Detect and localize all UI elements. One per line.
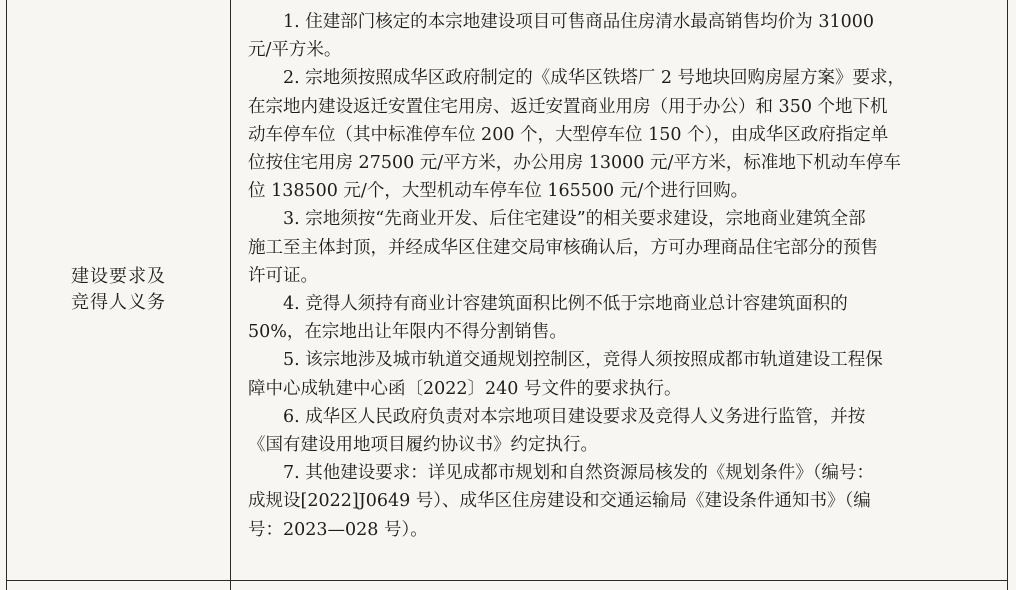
requirement-item-2: [248, 64, 998, 205]
row-label-line-2: 竞得人义务: [71, 292, 166, 313]
requirement-line: 动车停车位（其中标准停车位 200 个，大型停车位 150 个），由成华区政府指定单: [248, 124, 889, 145]
requirement-line: 在宗地内建设返迁安置住宅用房、返迁安置商业用房（用于办公）和 350 个地下机: [248, 96, 888, 117]
requirement-line: 50%，在宗地出让年限内不得分割销售。: [248, 322, 567, 343]
requirement-line: 6. 成华区人民政府负责对本宗地项目建设要求及竞得人义务进行监管，并按: [283, 406, 866, 427]
row-label-cell: [7, 0, 230, 580]
requirement-line: 位 138500 元/个，大型机动车停车位 165500 元/个进行回购。: [248, 181, 749, 202]
requirement-item-3: [248, 205, 998, 290]
table-column-divider: [230, 0, 231, 590]
requirement-line: 施工至主体封顶，并经成华区住建交局审核确认后，方可办理商品住宅部分的预售: [248, 237, 878, 258]
requirement-line: 元/平方米。: [248, 40, 342, 61]
table-row-bottom-border: [6, 580, 1008, 581]
requirement-line: 7. 其他建设要求：详见成都市规划和自然资源局核发的《规划条件》（编号：: [283, 463, 875, 484]
requirement-item-5: [248, 346, 998, 402]
table-border-right: [1007, 0, 1008, 590]
requirement-item-4: [248, 290, 998, 346]
requirement-line: 位按住宅用房 27500 元/平方米，办公用房 13000 元/平方米，标准地下机动车停车: [248, 153, 901, 174]
requirement-line: 2. 宗地须按照成华区政府制定的《成华区铁塔厂 2 号地块回购房屋方案》要求，: [283, 68, 906, 89]
requirement-line: 成规设[2022]J0649 号）、成华区住房建设和交通运输局《建设条件通知书》（编: [248, 491, 871, 512]
requirement-line: 4. 竞得人须持有商业计容建筑面积比例不低于宗地商业总计容建筑面积的: [283, 294, 848, 315]
requirement-line: 《国有建设用地项目履约协议书》约定执行。: [248, 435, 598, 456]
requirement-line: 障中心成轨建中心函〔2022〕240 号文件的要求执行。: [248, 378, 682, 399]
requirement-item-7: [248, 459, 998, 544]
row-label-line-1: 建设要求及: [71, 266, 166, 287]
requirement-item-1: [248, 8, 998, 64]
requirement-line: 5. 该宗地涉及城市轨道交通规划控制区，竞得人须按照成都市轨道建设工程保: [283, 350, 883, 371]
requirement-line: 1. 住建部门核定的本宗地建设项目可售商品住房清水最高销售均价为 31000: [283, 12, 874, 32]
row-content-cell: [248, 8, 998, 580]
requirement-line: 号：2023—028 号）。: [248, 519, 428, 540]
requirement-item-6: [248, 403, 998, 459]
requirement-line: 3. 宗地须按“先商业开发、后住宅建设”的相关要求建设，宗地商业建筑全部: [283, 209, 866, 230]
requirement-line: 许可证。: [248, 265, 318, 286]
